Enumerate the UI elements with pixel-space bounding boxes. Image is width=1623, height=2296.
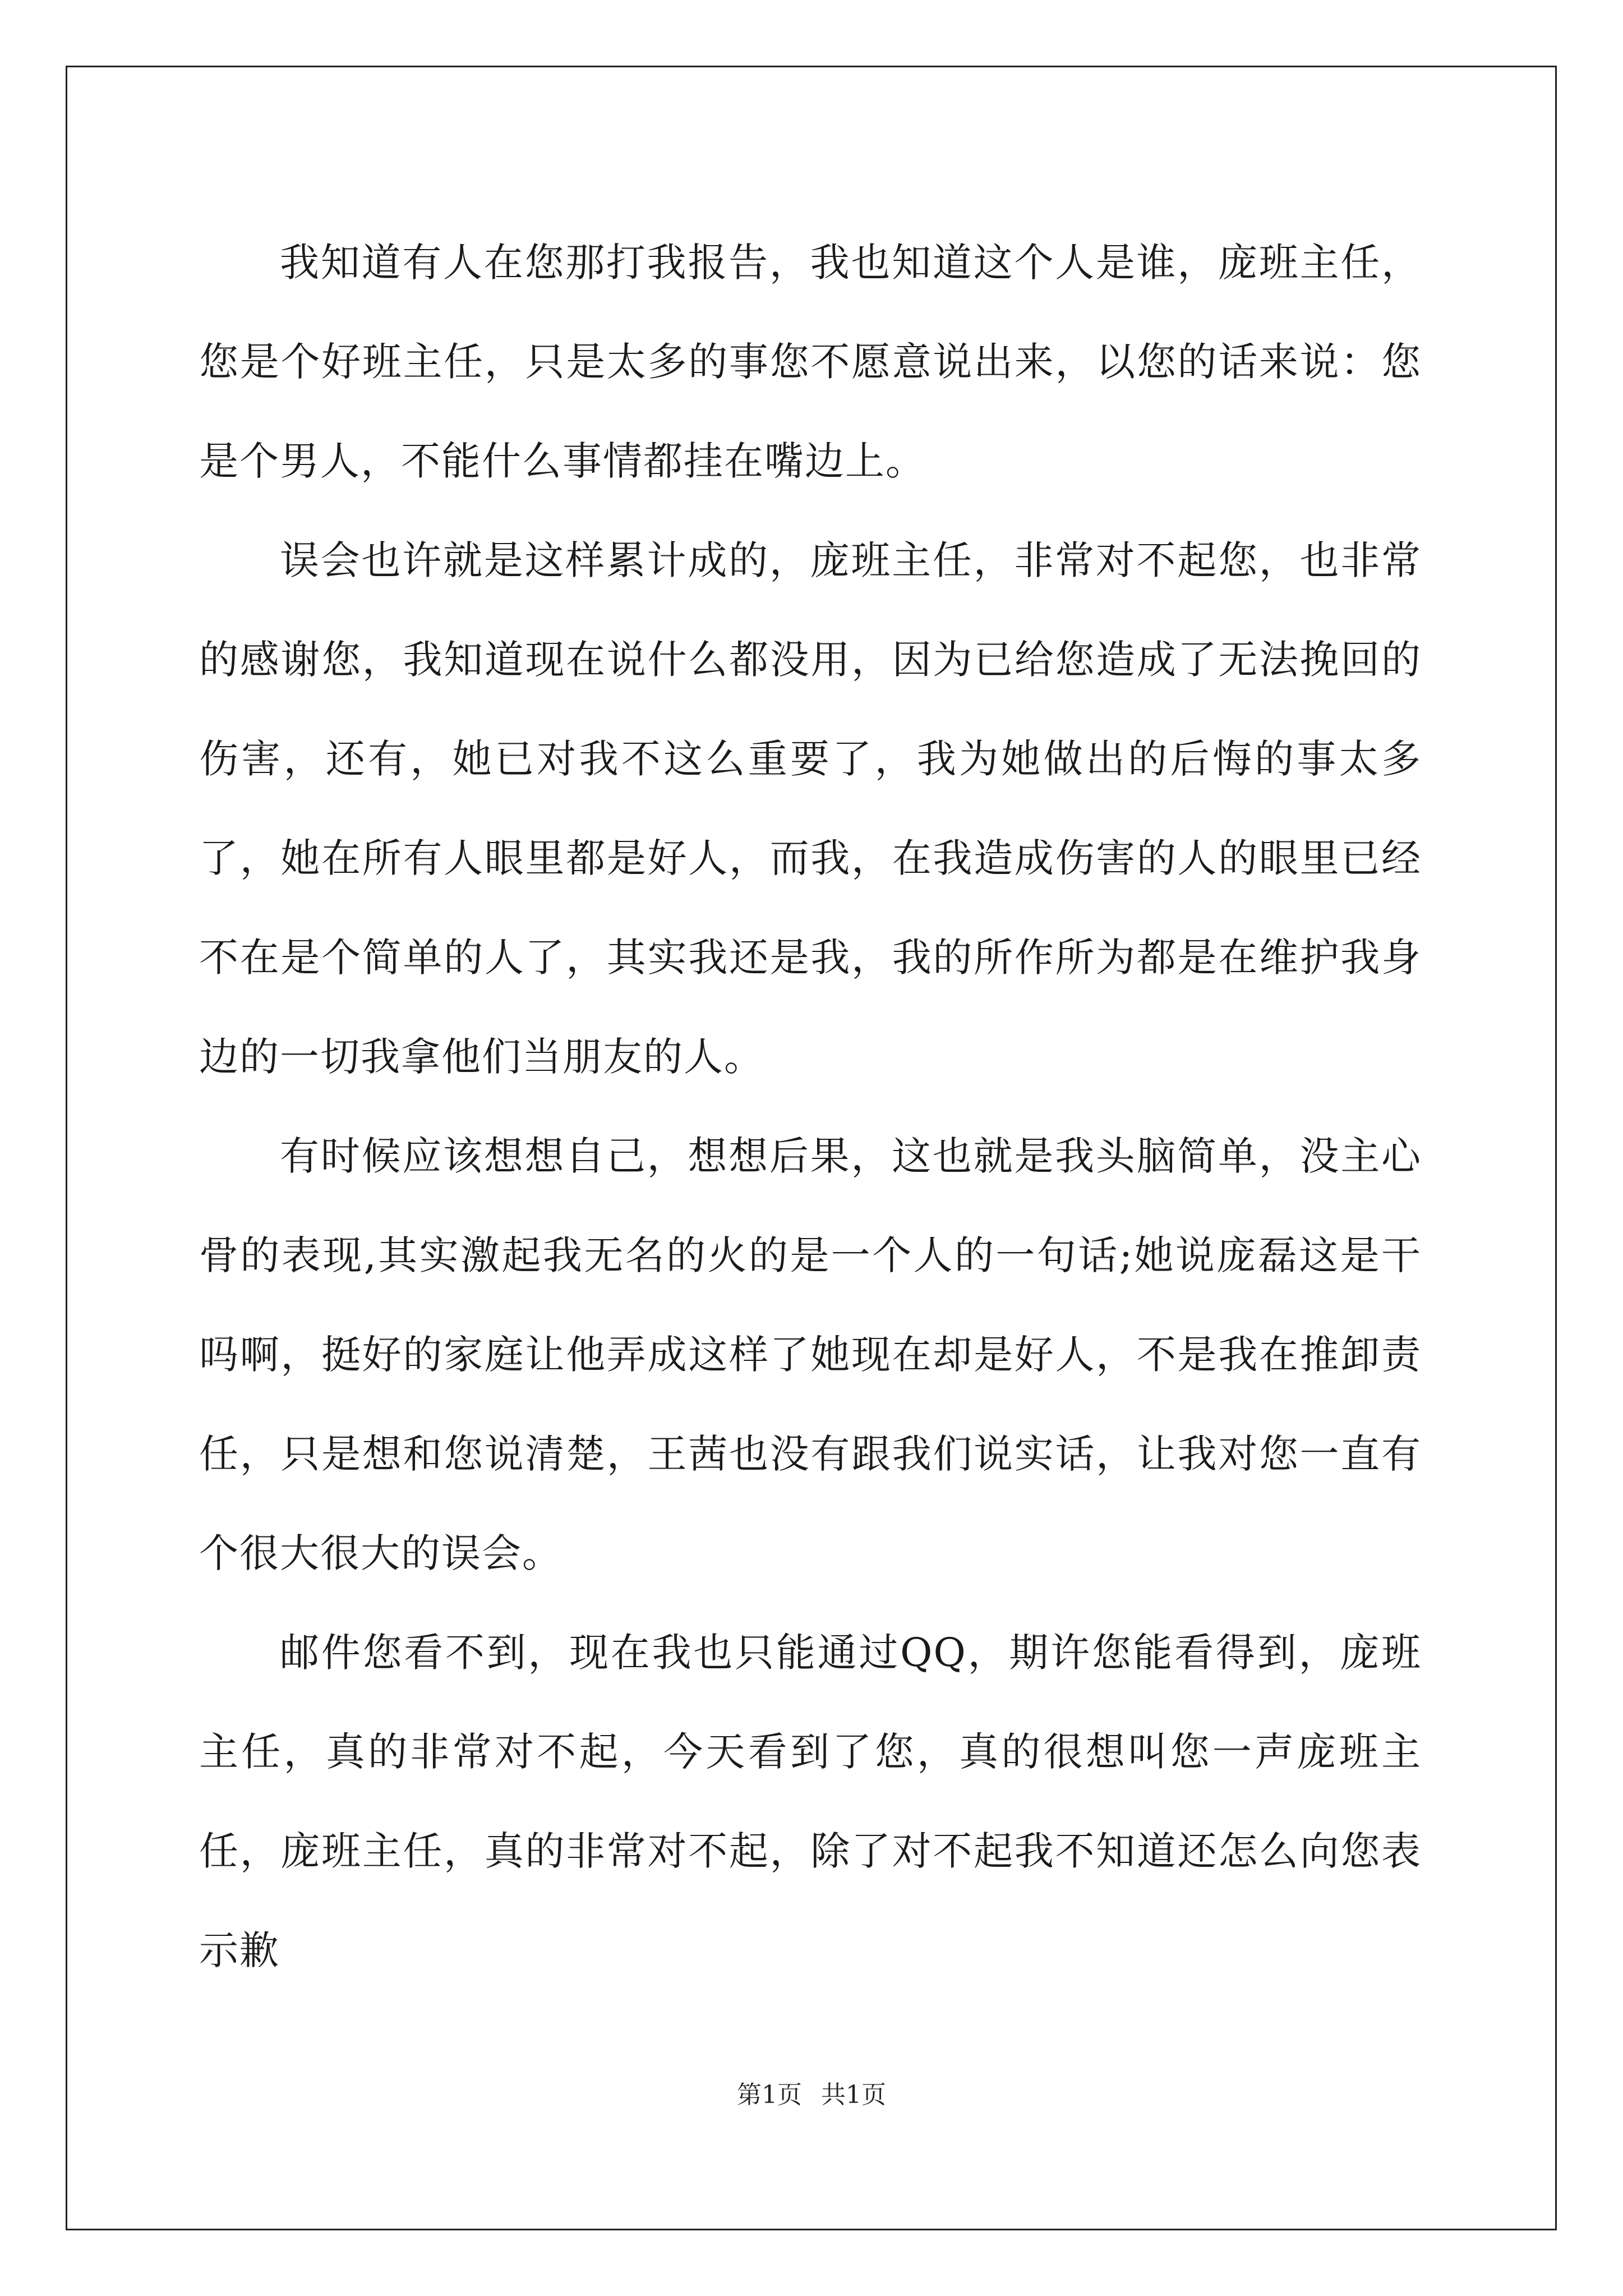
page-footer	[0, 2074, 1623, 2110]
paragraph: 邮件您看不到，现在我也只能通过QQ，期许您能看得到，庞班主任，真的非常对不起，今天看到了您，真的很想叫您一声庞班主任，庞班主任，真的非常对不起，除了对不起我不知道还怎么向您表示歉	[199, 1630, 1422, 1973]
paragraph: 误会也许就是这样累计成的，庞班主任，非常对不起您，也非常的感谢您，我知道现在说什么都没用，因为已给您造成了无法挽回的伤害，还有，她已对我不这么重要了，我为她做出的后悔的事太多了，她在所有人眼里都是好人，而我，在我造成伤害的人的眼里已经不在是个简单的人了，其实我还是我，我的所作所为都是在维护我身边的一切我拿他们当朋友的人。	[199, 537, 1422, 1080]
page-total: 共1页	[821, 2081, 886, 2109]
document-body	[199, 213, 1422, 2000]
paragraph: 有时候应该想想自己，想想后果，这也就是我头脑简单，没主心骨的表现,其实激起我无名的火的是一个人的一句话;她说庞磊这是干吗啊，挺好的家庭让他弄成这样了她现在却是好人，不是我在推卸责任，只是想和您说清楚，王茜也没有跟我们说实话，让我对您一直有个很大很大的误会。	[199, 1133, 1422, 1576]
page-number: 第1页	[737, 2081, 802, 2109]
paragraph: 我知道有人在您那打我报告，我也知道这个人是谁，庞班主任，您是个好班主任，只是太多的事您不愿意说出来，以您的话来说：您是个男人，不能什么事情都挂在嘴边上。	[199, 240, 1422, 484]
